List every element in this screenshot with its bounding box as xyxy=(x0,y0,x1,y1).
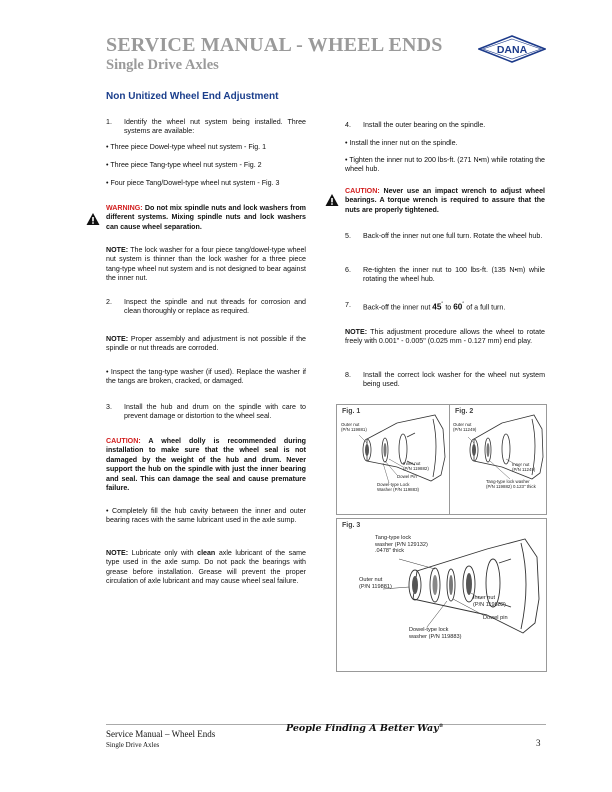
note-text: The lock washer for a four piece tang/dowel-type wheel nut system is thinner than the lock washer for a three piece tang-type wheel nut system and is not designed to bear against the inner nut. xyxy=(106,246,306,283)
label-inner-pn: (P/N 11249) xyxy=(512,467,536,473)
note-end-play xyxy=(345,328,545,347)
note-corrosion xyxy=(106,335,306,354)
warning-label: WARNING: xyxy=(106,204,143,212)
note-lock-washer xyxy=(106,246,306,284)
label-inner-nut: Inner nut xyxy=(473,595,496,601)
step-number: 4. xyxy=(345,121,351,129)
angle-45: 45 xyxy=(432,302,442,312)
figure-caption: Fig. 2 xyxy=(455,408,474,415)
dana-logo xyxy=(478,35,546,63)
step-number: 1. xyxy=(106,118,112,126)
note-text: Proper assembly and adjustment is not possible if the spindle or nut threads are corroded. xyxy=(106,335,306,353)
footer-title: Service Manual – Wheel Ends xyxy=(106,729,216,739)
label-outer-nut: Outer nut xyxy=(453,422,472,427)
step-number: 7. xyxy=(345,301,351,309)
manual-title: SERVICE MANUAL - WHEEL ENDS xyxy=(106,34,443,56)
figure-1 xyxy=(336,404,450,515)
step-1 xyxy=(106,118,306,137)
step-6 xyxy=(345,266,545,285)
note-text: This adjustment procedure allows the wheel to rotate freely with 0.001" - 0.005" (0.025 mm - 0.127 mm) end play. xyxy=(345,328,545,346)
step-7 xyxy=(345,301,545,313)
warning-icon xyxy=(86,212,100,226)
step-2 xyxy=(106,298,306,317)
step-text-part: to xyxy=(443,303,454,312)
note-text: Lubricate only with xyxy=(128,549,198,557)
degree-sign: ˚ xyxy=(462,302,465,308)
label-inner-pn: (P/N 119882) xyxy=(473,601,506,608)
label-washer-1: Dowel-type Lock xyxy=(377,482,410,487)
label-tang-washer-2: washer (P/N 129132) xyxy=(375,541,428,548)
step-number: 8. xyxy=(345,371,351,379)
trademark: ® xyxy=(438,723,444,729)
label-outer-pn: (P/N 119881) xyxy=(359,583,392,590)
step-5 xyxy=(345,232,545,241)
figure-2 xyxy=(449,404,547,515)
caution-text: Never use an impact wrench to adjust wheel bearings. A torque wrench is required to assure that the nuts are properly tightened. xyxy=(345,187,545,214)
figure-3 xyxy=(336,518,547,672)
caution-impact-wrench xyxy=(345,187,545,215)
step-8 xyxy=(345,371,545,390)
bullet-hub-cavity: • Completely fill the hub cavity between the inner and outer bearing races with the same lubricant used in the axle sump. xyxy=(106,507,306,525)
label-tang-washer: Tang-type lock washer xyxy=(486,479,530,484)
step-4 xyxy=(345,121,545,130)
warning-text: Do not mix spindle nuts and lock washers from different systems. Mixing spindle nuts and lock washers can cause wheel separation. xyxy=(106,204,306,231)
label-inner-nut: Inner nut xyxy=(512,462,530,467)
label-dowel-pin: Dowel Pin xyxy=(397,474,417,479)
step-text xyxy=(345,301,545,313)
bullet-inner-nut: • Install the inner nut on the spindle. xyxy=(345,139,458,147)
figure-caption: Fig. 1 xyxy=(342,408,361,415)
bullet-fig3: • Four piece Tang/Dowel-type wheel nut system - Fig. 3 xyxy=(106,179,280,187)
bullet-fig2: • Three piece Tang-type wheel nut system - Fig. 2 xyxy=(106,161,262,169)
warning-note xyxy=(106,204,306,232)
caution-label: CAUTION: xyxy=(345,187,380,195)
step-number: 2. xyxy=(106,298,112,306)
bullet-tang-washer: • Inspect the tang-type washer (if used). Replace the washer if the tangs are broken, cracked, or damaged. xyxy=(106,368,306,386)
figure-caption: Fig. 3 xyxy=(342,522,361,529)
note-label: NOTE: xyxy=(106,549,129,557)
note-label: NOTE: xyxy=(345,328,368,336)
label-inner-nut: Inner nut xyxy=(403,461,421,466)
note-text: axle lubricant of the same type used in the axle sump. Do not pack the bearings with grease before installation. Grease will prevent the proper circulation of axle lubricant and may cause wheel seal failure. xyxy=(106,549,306,586)
step-text: Back-off the inner nut one full turn. Rotate the wheel hub. xyxy=(363,232,543,240)
bullet-fig1: • Three piece Dowel-type wheel nut system - Fig. 1 xyxy=(106,143,267,151)
note-emphasis: clean xyxy=(197,549,216,557)
step-text: Inspect the spindle and nut threads for corrosion and clean thoroughly or replace as required. xyxy=(124,298,306,316)
label-tang-washer-3: .0478" thick xyxy=(375,548,405,555)
step-number: 5. xyxy=(345,232,351,240)
step-text: Install the correct lock washer for the wheel nut system being used. xyxy=(363,371,545,389)
label-tang-washer-pn: (P/N 119882) 0.123" thick xyxy=(486,484,536,490)
label-outer-nut: Outer nut xyxy=(359,577,383,583)
label-dowel-pin: Dowel pin xyxy=(483,615,508,621)
step-text-part: of a full turn. xyxy=(464,303,506,312)
label-dowel-washer-1: Dowel-type lock xyxy=(409,627,449,633)
caution-icon xyxy=(325,193,339,207)
page-number: 3 xyxy=(536,738,541,748)
step-text: Install the outer bearing on the spindle. xyxy=(363,121,486,129)
footer-subtitle: Single Drive Axles xyxy=(106,741,160,749)
label-tang-washer-1: Tang-type lock xyxy=(375,535,412,541)
label-outer-pn: (P/N 119881) xyxy=(341,427,367,433)
logo-text: DANA xyxy=(496,44,528,56)
step-text: Identify the wheel nut system being installed. Three systems are available: xyxy=(124,118,306,136)
footer-slogan xyxy=(286,723,444,734)
note-label: NOTE: xyxy=(106,246,129,254)
degree-sign: ˚ xyxy=(441,302,444,308)
angle-60: 60 xyxy=(453,302,463,312)
section-title: Non Unitized Wheel End Adjustment xyxy=(106,91,279,102)
label-outer-nut: Outer nut xyxy=(341,422,360,427)
bullet-tighten: • Tighten the inner nut to 200 lbs-ft. (271 N•m) while rotating the wheel hub. xyxy=(345,156,545,174)
label-outer-pn: (P/N 11249) xyxy=(453,427,477,433)
label-dowel-washer-2: washer (P/N 119883) xyxy=(409,633,462,640)
slogan-text: People Finding A Better Way xyxy=(286,723,439,735)
step-number: 6. xyxy=(345,266,351,274)
caution-text: A wheel dolly is recommended during installation to make sure that the wheel seal is not damaged by the weight of the hub and drum. Never support the hub on the spindle with just the inner bearing and seal. This can damage the seal and cause premature failure. xyxy=(106,437,306,493)
step-text: Install the hub and drum on the spindle with care to prevent damage or distortion to the wheel seal. xyxy=(124,403,306,421)
caution-label: CAUTION: xyxy=(106,437,141,445)
label-inner-pn: (P/N 119882) xyxy=(403,466,429,472)
fig3-spindle-drawing xyxy=(337,519,546,671)
step-text: Re-tighten the inner nut to 100 lbs-ft. (135 N•m) while rotating the wheel hub. xyxy=(363,266,545,284)
label-washer-2: Washer (P/N 119883) xyxy=(377,487,419,493)
step-3 xyxy=(106,403,306,422)
note-lubricant xyxy=(106,549,306,587)
step-number: 3. xyxy=(106,403,112,411)
caution-dolly xyxy=(106,437,306,493)
step-text-part: Back-off the inner nut xyxy=(363,303,433,312)
manual-subtitle: Single Drive Axles xyxy=(106,57,219,73)
note-label: NOTE: xyxy=(106,335,129,343)
